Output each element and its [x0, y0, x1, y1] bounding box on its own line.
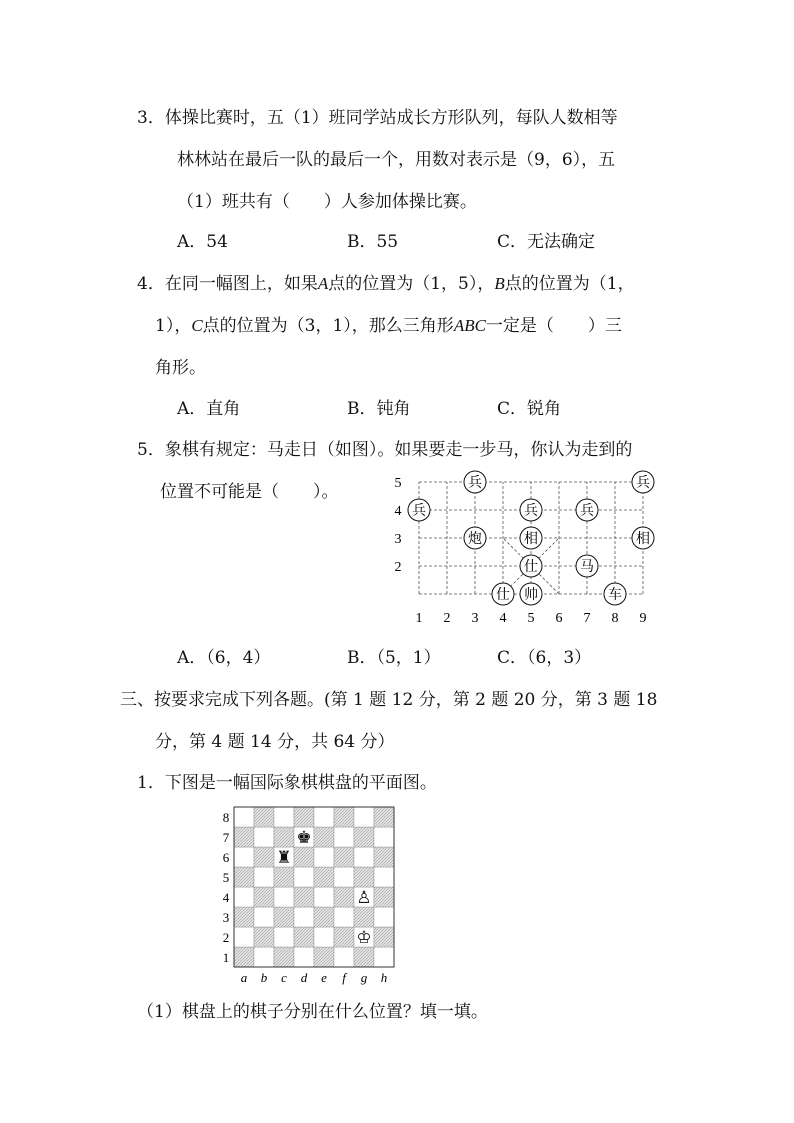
section3-heading-line-2: 分，第 4 题 14 分，共 64 分）: [155, 732, 395, 752]
q4-text-2a: 1），: [155, 316, 192, 336]
q4-line-3: 角形。: [155, 358, 206, 378]
rank-label: 5: [222, 870, 230, 885]
board-square: [294, 847, 314, 867]
board-square: [334, 807, 354, 827]
q5-option-b[interactable]: B．（5，1）: [347, 648, 441, 668]
board-square: [274, 887, 294, 907]
y-axis-label: 4: [394, 504, 402, 519]
y-axis-label: 5: [394, 476, 402, 491]
q3-line-2: 林林站在最后一队的最后一个，用数对表示是（9，6），五: [177, 150, 616, 170]
q4-text-1a: 4．在同一幅图上，如果: [137, 274, 318, 294]
q5-line-1: 5．象棋有规定：马走日（如图）。如果要走一步马，你认为走到的: [137, 440, 633, 460]
board-square: [374, 887, 394, 907]
board-square: [254, 867, 274, 887]
board-square: [274, 807, 294, 827]
file-label: a: [240, 970, 248, 985]
board-square: [374, 847, 394, 867]
x-axis-label: 4: [499, 611, 507, 626]
s3q1-line-1: 1．下图是一幅国际象棋棋盘的平面图。: [137, 773, 437, 793]
rank-label: 1: [222, 950, 230, 965]
y-axis-label: 3: [394, 532, 402, 547]
q4-line-2: [155, 315, 622, 337]
board-square: [274, 827, 294, 847]
q4-var-c: C: [191, 316, 203, 335]
xiangqi-piece: [520, 499, 542, 521]
board-square: [314, 927, 334, 947]
piece-label: 兵: [636, 476, 650, 491]
x-axis-label: 1: [415, 611, 423, 626]
y-axis-label: 2: [394, 560, 402, 575]
board-square: [334, 927, 354, 947]
board-square: [274, 927, 294, 947]
file-label: h: [380, 970, 388, 985]
x-axis-label: 7: [583, 611, 591, 626]
xiangqi-piece: [408, 499, 430, 521]
piece-label: 仕: [496, 588, 510, 603]
board-square: [354, 947, 374, 967]
q4-var-a: A: [317, 274, 329, 293]
board-square: [334, 847, 354, 867]
rank-label: 7: [222, 830, 230, 845]
file-label: d: [300, 970, 308, 985]
board-square: [334, 907, 354, 927]
q3-line-1: 3．体操比赛时，五（1）班同学站成长方形队列，每队人数相等: [137, 108, 618, 128]
board-square: [314, 807, 334, 827]
board-square: [354, 847, 374, 867]
board-square: [234, 847, 254, 867]
x-axis-label: 3: [471, 611, 479, 626]
piece-label: 仕: [524, 560, 538, 575]
q4-text-2b: 点的位置为（3，1），那么三角形: [202, 316, 454, 336]
board-square: [294, 947, 314, 967]
piece-label: 相: [524, 532, 538, 547]
board-square: [334, 867, 354, 887]
board-square: [254, 847, 274, 867]
piece-label: 兵: [468, 476, 482, 491]
q3-line-3: （1）班共有（ ）人参加体操比赛。: [177, 192, 477, 212]
rank-label: 8: [222, 810, 230, 825]
board-square: [314, 907, 334, 927]
board-square: [374, 867, 394, 887]
board-square: [354, 807, 374, 827]
file-label: c: [281, 970, 287, 985]
piece-label: 车: [608, 588, 622, 603]
board-square: [294, 887, 314, 907]
white-king-icon: ♔: [356, 928, 372, 947]
board-square: [314, 947, 334, 967]
black-king-icon: ♚: [296, 828, 312, 847]
q3-option-b[interactable]: B．55: [347, 232, 399, 252]
q5-option-a[interactable]: A．（6，4）: [177, 648, 271, 668]
board-square: [374, 807, 394, 827]
board-square: [234, 907, 254, 927]
board-square: [234, 887, 254, 907]
chessboard-diagram: [210, 803, 405, 988]
board-square: [274, 907, 294, 927]
board-square: [294, 907, 314, 927]
board-square: [374, 907, 394, 927]
q4-text-1b: 点的位置为（1，5），: [328, 274, 495, 294]
xiangqi-piece: [632, 471, 654, 493]
black-rook-icon: ♜: [276, 848, 292, 867]
xiangqi-piece: [520, 555, 542, 577]
board-square: [314, 827, 334, 847]
piece-label: 兵: [412, 504, 426, 519]
q4-text-2c: 一定是（ ）三: [485, 316, 622, 336]
q5-line-2: 位置不可能是（ ）。: [160, 482, 339, 502]
xiangqi-piece: [464, 527, 486, 549]
q4-line-1: [137, 273, 635, 295]
xiangqi-piece: [464, 471, 486, 493]
piece-label: 帅: [524, 588, 538, 603]
board-square: [314, 887, 334, 907]
board-square: [234, 807, 254, 827]
piece-label: 相: [636, 532, 650, 547]
board-square: [354, 867, 374, 887]
x-axis-label: 8: [611, 611, 619, 626]
board-square: [274, 867, 294, 887]
board-square: [254, 807, 274, 827]
xiangqi-piece: [604, 583, 626, 605]
piece-label: 兵: [524, 504, 538, 519]
q4-option-b[interactable]: B．钝角: [347, 399, 411, 419]
board-square: [234, 827, 254, 847]
rank-label: 2: [222, 930, 230, 945]
piece-label: 马: [580, 560, 594, 575]
board-square: [334, 827, 354, 847]
q3-option-a[interactable]: A．54: [177, 232, 228, 252]
board-square: [234, 927, 254, 947]
board-square: [254, 827, 274, 847]
file-label: b: [260, 970, 268, 985]
board-square: [274, 947, 294, 967]
xiangqi-piece: [520, 583, 542, 605]
white-pawn-icon: ♙: [356, 888, 372, 907]
q5-option-c[interactable]: C．（6，3）: [497, 648, 592, 668]
x-axis-label: 6: [555, 611, 563, 626]
board-square: [254, 907, 274, 927]
file-label: e: [321, 970, 327, 985]
board-square: [354, 907, 374, 927]
xiangqi-piece: [492, 583, 514, 605]
x-axis-label: 9: [639, 611, 647, 626]
board-square: [294, 807, 314, 827]
q4-option-a[interactable]: A．直角: [177, 399, 241, 419]
piece-label: 兵: [580, 504, 594, 519]
s3q1-sub-1: （1）棋盘上的棋子分别在什么位置？填一填。: [137, 1002, 488, 1022]
board-square: [334, 947, 354, 967]
x-axis-label: 2: [443, 611, 451, 626]
section3-heading-line-1: 三、按要求完成下列各题。(第 1 题 12 分，第 2 题 20 分，第 3 题 18: [120, 690, 658, 710]
board-square: [234, 867, 254, 887]
board-square: [234, 947, 254, 967]
board-square: [374, 827, 394, 847]
file-label: g: [360, 970, 368, 985]
xiangqi-piece: [520, 527, 542, 549]
file-label: f: [342, 970, 346, 985]
board-square: [314, 847, 334, 867]
board-square: [354, 827, 374, 847]
board-square: [254, 947, 274, 967]
board-square: [334, 887, 354, 907]
xiangqi-piece: [576, 499, 598, 521]
q4-option-c[interactable]: C．锐角: [497, 399, 562, 419]
q4-var-b: B: [494, 274, 505, 293]
board-square: [294, 867, 314, 887]
xiangqi-piece: [576, 555, 598, 577]
piece-label: 炮: [468, 532, 482, 547]
q3-option-c[interactable]: C．无法确定: [497, 232, 596, 252]
board-square: [294, 927, 314, 947]
rank-label: 4: [222, 890, 230, 905]
board-square: [254, 887, 274, 907]
rank-label: 3: [222, 910, 230, 925]
board-square: [314, 867, 334, 887]
xiangqi-piece: [632, 527, 654, 549]
q4-text-1c: 点的位置为（1，: [504, 274, 635, 294]
x-axis-label: 5: [527, 611, 535, 626]
rank-label: 6: [222, 850, 230, 865]
board-square: [254, 927, 274, 947]
xiangqi-board-diagram: [380, 466, 680, 631]
board-square: [374, 947, 394, 967]
board-square: [374, 927, 394, 947]
q4-var-abc: ABC: [453, 316, 486, 335]
